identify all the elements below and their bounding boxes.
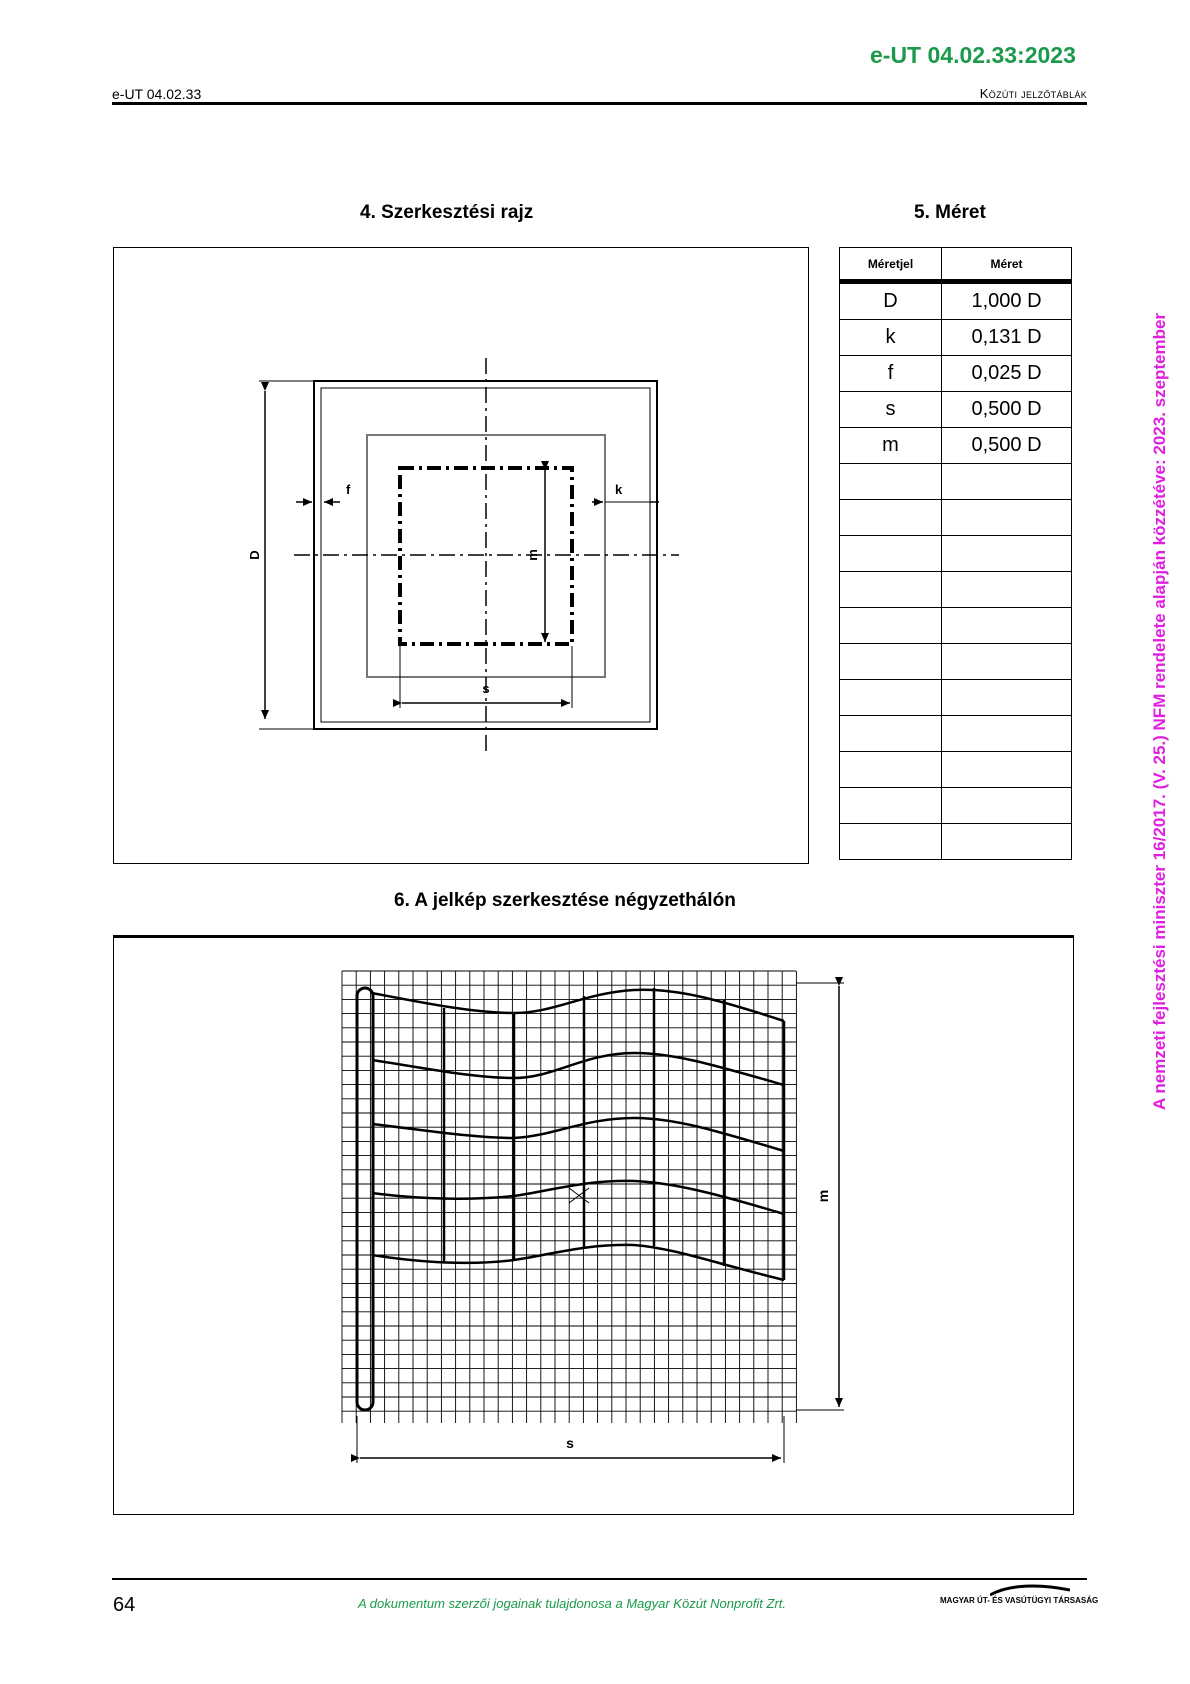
flag-symbol [372, 988, 784, 1280]
grid-drawing [114, 938, 1075, 1518]
dimension-value: 0,025 D [942, 356, 1072, 392]
dimension-value: 0,500 D [942, 428, 1072, 464]
empty-row [840, 680, 1072, 716]
column-header-value: Méret [942, 248, 1072, 282]
side-publication-note: A nemzeti fejlesztési miniszter 16/2017. (V. 25.) NFM rendelete alapján közzétéve: 2023. szeptember [1150, 312, 1169, 1110]
construction-drawing-frame [113, 247, 809, 864]
dimension-symbol: s [840, 392, 942, 428]
grid-drawing-frame [113, 935, 1074, 1515]
dimension-value: 1,000 D [942, 282, 1072, 320]
label-m-grid: m [815, 1189, 831, 1203]
label-m: m [525, 549, 540, 561]
empty-row [840, 572, 1072, 608]
empty-row [840, 824, 1072, 860]
dimension-row [840, 356, 1072, 392]
dimension-symbol: f [840, 356, 942, 392]
empty-row [840, 752, 1072, 788]
empty-row [840, 788, 1072, 824]
dimension-symbol: D [840, 282, 942, 320]
dimension-row [840, 320, 1072, 356]
section4-title: 4. Szerkesztési rajz [360, 202, 534, 223]
logo-swoosh-icon [990, 1584, 1070, 1596]
label-f: f [346, 482, 351, 497]
empty-row [840, 500, 1072, 536]
dimension-value: 0,500 D [942, 392, 1072, 428]
dimension-value: 0,131 D [942, 320, 1072, 356]
empty-row [840, 536, 1072, 572]
empty-row [840, 608, 1072, 644]
dimension-row [840, 392, 1072, 428]
label-k: k [615, 482, 623, 497]
column-header-symbol: Méretjel [840, 248, 942, 282]
dimension-table [839, 247, 1072, 860]
section5-title: 5. Méret [914, 202, 986, 223]
header-left: e-UT 04.02.33 [112, 86, 202, 102]
header-right: Közúti jelzőtáblák [979, 86, 1087, 101]
empty-row [840, 464, 1072, 500]
copyright-note: A dokumentum szerzői jogainak tulajdonosa a Magyar Közút Nonprofit Zrt. [358, 1596, 787, 1611]
footer-rule [112, 1578, 1087, 1580]
section6-title: 6. A jelkép szerkesztése négyzethálón [394, 890, 736, 911]
empty-row [840, 716, 1072, 752]
publisher-logo [940, 1596, 1098, 1605]
dimension-row [840, 428, 1072, 464]
dimension-symbol: k [840, 320, 942, 356]
construction-drawing [114, 248, 810, 865]
label-s: s [482, 681, 490, 696]
label-s-grid: s [566, 1435, 574, 1451]
dimension-row [840, 282, 1072, 320]
header-rule [112, 102, 1087, 105]
logo-label: MAGYAR ÚT- ÉS VASÚTÜGYI TÁRSASÁG [940, 1596, 1099, 1605]
page-number: 64 [113, 1594, 136, 1616]
dimension-symbol: m [840, 428, 942, 464]
empty-row [840, 644, 1072, 680]
document-code: e-UT 04.02.33:2023 [870, 42, 1076, 68]
label-D: D [247, 550, 262, 560]
